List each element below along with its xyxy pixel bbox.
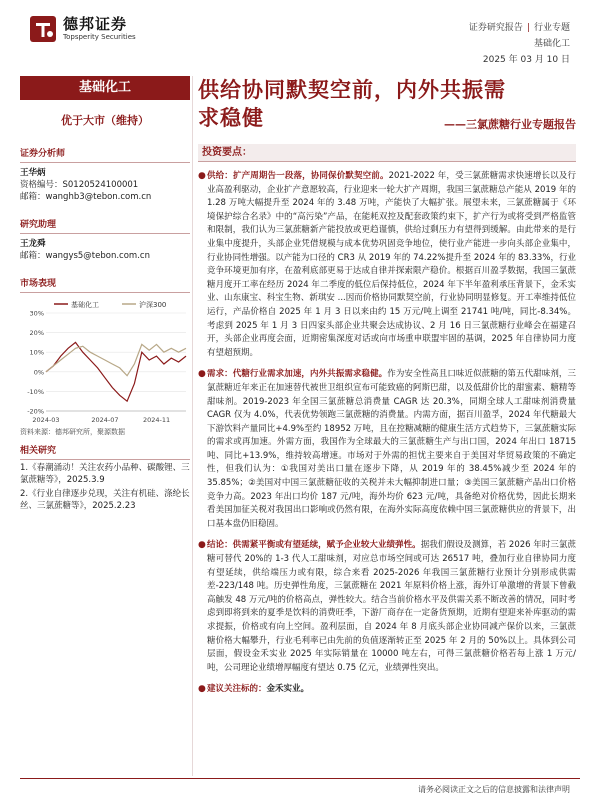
y-tick-label: 30% [29, 309, 44, 318]
para-body: 金禾实业。 [266, 684, 310, 695]
market-section-title: 市场表现 [20, 276, 190, 293]
y-tick-label: -10% [27, 387, 44, 396]
title-line-1: 供给协同默契空前，内外共振需 [198, 78, 506, 102]
analyst-section-title: 证券分析师 [20, 146, 190, 163]
logo-en: Topsperity Securities [63, 33, 136, 41]
y-tick-label: 0% [33, 368, 44, 377]
para-body: 据我们假设及测算，若 2026 年时三氯蔗糖可替代 20%的 1-3 代人工甜味剂，对应总市场空间或可达 26517 吨，叠加行业自律协同力度有望延续，供给端压力或有限，综合来看 2025-2026 年我国三氯蔗糖行业预计分别形成供需差-223/148 吨。历史弹性角度，三氯蔗糖在 2021 年原料价格上涨，海外订单激增的背景下曾截高触发 48 万元/吨的价格高点，弹性较大。结合当前价格水平及供需关系不断改善的情况，同时考虑到即将到来的夏季是饮料的消费旺季，下游厂商存在一定备货预期，近期有望迎来补库驱动的需求提振，价格或有向上空间。盈利层面，自 2024 年 8 月底头部企业协同减产保价以来，三氯蔗糖价格大幅攀升，行业毛利率已由先前的负值逐渐转正至 2025 年 2 月的 50%以上。具体到公司层面，假设金禾实业 2025 年实际销量在 10000 吨左右，可得三氯蔗糖价格若每上涨 1 万元/吨，公司理论业绩增厚幅度有望达 0.75 亿元，业绩弹性突出。 [207, 540, 576, 673]
page-footer [0, 778, 600, 800]
assistant-info [20, 238, 190, 262]
analyst-email[interactable]: 邮箱：wanghb3@tebon.com.cn [20, 192, 152, 202]
para-supply [198, 170, 576, 360]
para-body-cont: 因而价格协同默契空前，行业协同明显修复。开工率维持低位运行，产品价格自 2025 年 1 月 3 日以来由约 15 万元/吨上调至 21741 吨/吨，同比-8.34%。考虑到 2025 年 1 月 3 日四家头部企业共聚会达成协议、2 月 16 日三氯蔗糖行业峰会在福建召开，头部企业再度会面，近期密集深度对话或向市场重申联盟牢固的基调，2025 年自律协同力度有望超预期。 [207, 293, 576, 358]
footer-disclaimer: 请务必阅读正文之后的信息披露和法律声明 [418, 785, 570, 794]
column-divider [192, 76, 193, 776]
bullet-icon: ● [198, 171, 206, 181]
para-demand [198, 368, 576, 531]
x-tick-label: 2024-07 [91, 416, 119, 424]
x-tick-label: 2024-03 [32, 416, 60, 424]
chart-source: 资料来源：德邦研究所，聚源数据 [20, 428, 125, 436]
main-content [198, 76, 576, 697]
related-report[interactable]: 2.《行业自律逐步兑现，关注有机硅、涤纶长丝、三氯蔗糖等》，2025.2.23 [20, 489, 190, 511]
para-lead: 结论：供需紧平衡或有望延续，赋予企业较大业绩弹性。 [207, 540, 421, 551]
bullet-icon: ● [198, 369, 206, 380]
legend-label: 基础化工 [71, 301, 99, 309]
para-body: 作为安全性高且口味近似蔗糖的第五代甜味剂，三氯蔗糖近年来正在加速替代被世卫组织宣布可能致癌的阿斯巴甜，以及低甜价比的甜蜜素、糖精等甜味剂。2019-2023 年全国三氯蔗糖总消费量 CAGR 达 20.3%，同期全球人工甜味剂消费量 CAGR 仅为 4.0%，代表优势领跑三氯蔗糖的消费量。内需方面，据百川盈孚，2024 年代糖最大下游饮料产量同比+4.9%至约 18952 万吨，且在控糖减糖的健康生活方式趋势下，三氯蔗糖实际的需求或再加速。外需方面，我国作为全球最大的三氯蔗糖生产与出口国，2024 年出口 18715 吨、同比+13.9%，维持较高增速。市场对于外需的担忧主要来自于美国对华贸易政策的不确定性，但我们认为：①我国对美出口量在逐步下降，从 2019 年的 38.45%减少至 2024 年的 35.85%；②美国对中国三氯蔗糖征收的关税并未大幅抑制进口量；③美国三氯蔗糖产品出口价格竞争力高。2023 年出口均价 187 元/吨，海外均价 623 元/吨，具备绝对价格优势，因此长期来看美国加征关税对我国出口影响或仍然有限，在海外实际高度依赖中国三氯蔗糖供应的背景下，出口基本盘仍旧稳固。 [207, 369, 576, 529]
y-tick-label: 10% [29, 348, 44, 357]
market-chart-svg [20, 297, 190, 425]
legend-label: 沪深300 [139, 301, 167, 309]
report-date: 2025 年 03 月 10 日 [482, 55, 570, 65]
para-targets [198, 683, 576, 697]
analyst-cert: 资格编号：S0120524100001 [20, 180, 139, 190]
sector-band: 基础化工 [20, 76, 190, 100]
title-line-2: 求稳健 [198, 106, 264, 130]
bullet-icon: ● [198, 684, 206, 695]
tebon-logo-icon [28, 14, 58, 44]
report-category: 行业专题 [533, 23, 570, 33]
sidebar [20, 76, 190, 512]
market-chart [20, 297, 190, 425]
assistant-name: 王龙舜 [20, 239, 46, 249]
logo [28, 14, 136, 44]
analyst-info [20, 167, 190, 203]
para-lead: 供给：扩产周期告一段落，协同保价默契空前。 [207, 171, 389, 181]
para-conclusion [198, 539, 576, 675]
header-sector: 基础化工 [533, 39, 570, 49]
x-tick-label: 2024-11 [142, 416, 171, 424]
para-body: 2021-2022 年，受三氯蔗糖需求快速增长以及行业高盈利驱动，企业扩产意愿较高，行业迎来一轮大扩产周期，我国三氯蔗糖总产能从 2019 年的 1.28 万吨大幅提升至 2024 年的 3.48 万吨，产能快了大幅扩张。展望未来，三氯蔗糖属于《环境保护综合名录》中的“高污染”产品，在能耗双控及配套政策约束下，扩产行为或将受到严格监管和限制，我们认为三氯蔗糖新产能投放或更趋谨慎，供给过剩压力有望得到缓解。由此带来的是行业集中度提升，头部企业凭借规模与成本优势巩固竞争地位，使行业产能进一步向头部企业集中，行业协同性增强。以产能为口径的 CR3 从 2019 年的 74.22%提升至 2024 年的 83.33%，行业竞争环境更加有序，在盈利底部更易于达成自律并探索限产稳价。根据百川盈孚数据，我国三氯蔗糖月度开工率在经历 2024 年二季度的低位后保持低位，2024 年下半年盈利承压背景下，金禾实业、山东康宝、科宝生物、新琪安 ... [207, 171, 576, 304]
y-tick-label: 20% [29, 329, 44, 338]
analyst-name: 王华炳 [20, 168, 46, 178]
report-subtitle: ——三氯蔗糖行业专题报告 [444, 118, 576, 131]
logo-cn: 德邦证券 [63, 15, 128, 33]
report-type: 证券研究报告 [468, 23, 523, 33]
page-header [0, 0, 600, 70]
assistant-section-title: 研究助理 [20, 217, 190, 234]
header-meta: 证券研究报告 | 行业专题 基础化工 2025 年 03 月 10 日 [469, 20, 570, 68]
rating: 优于大市（维持） [61, 114, 149, 127]
y-tick-label: -20% [27, 407, 44, 416]
bullet-icon: ● [198, 540, 206, 551]
para-lead: 需求：代糖行业需求加速，内外共振需求稳健。 [207, 369, 388, 380]
invest-points-label: 投资要点： [198, 144, 576, 162]
footer-rule [20, 778, 580, 779]
assistant-email[interactable]: 邮箱：wangys5@tebon.com.cn [20, 251, 150, 261]
related-report[interactable]: 1.《春潮涌动！关注农药小品种、碳酸锂、三氯蔗糖等》，2025.3.9 [20, 463, 190, 485]
para-lead: 建议关注标的： [207, 684, 267, 695]
related-section-title: 相关研究 [20, 443, 190, 460]
